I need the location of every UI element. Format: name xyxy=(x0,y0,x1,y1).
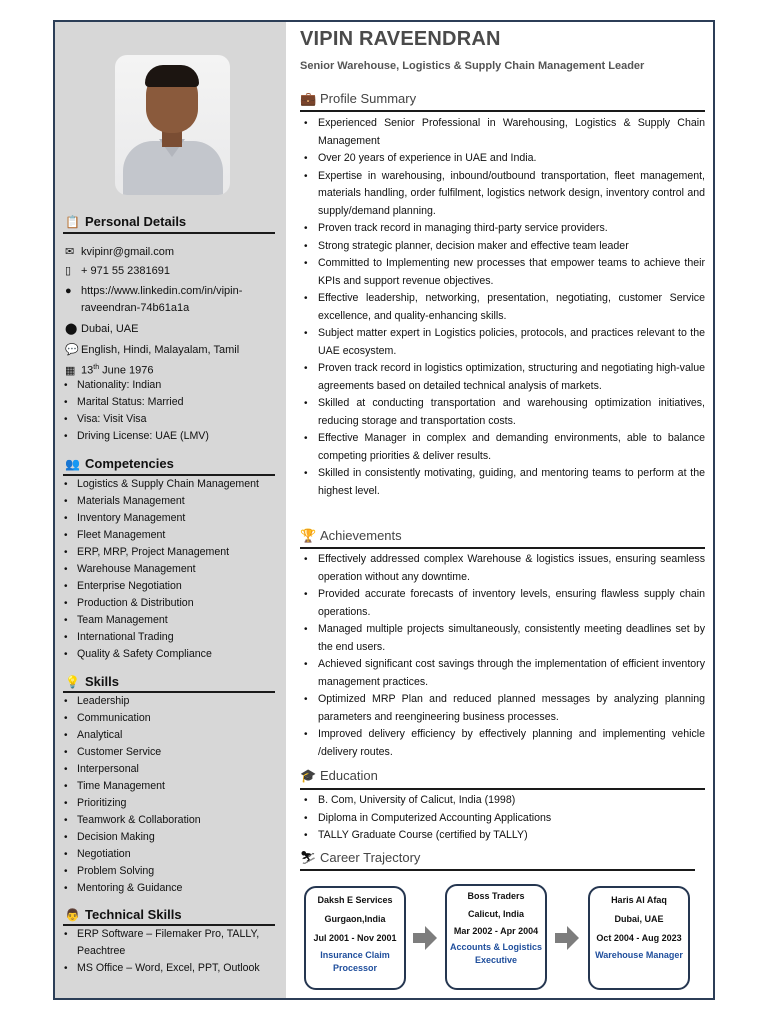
lightbulb-icon: 💡 xyxy=(65,675,80,689)
career-card-3 xyxy=(588,886,690,990)
personal-details-heading: 📋 Personal Details xyxy=(65,214,187,229)
list-item: • Time Management xyxy=(59,778,201,795)
list-item: • Warehouse Management xyxy=(59,561,259,578)
list-item: • Quality & Safety Compliance xyxy=(59,646,259,663)
list-item: • Committed to Implementing new processes that empower teams to achieve their KPIs and support revenue objectives. xyxy=(300,255,705,290)
map-pin-icon: ⬤ xyxy=(65,323,78,335)
list-item: • Skilled in consistently motivating, guiding, and mentoring teams to perform at the highest level. xyxy=(300,465,705,500)
list-item: • Provided accurate forecasts of inventory levels, ensuring flawless supply chain operations. xyxy=(300,586,705,621)
list-item: • Customer Service xyxy=(59,744,201,761)
list-item: • Problem Solving xyxy=(59,863,201,880)
competencies-heading: 👥 Competencies xyxy=(65,456,174,471)
list-item: • Mentoring & Guidance xyxy=(59,880,201,897)
phone-icon: ▯ xyxy=(65,265,72,277)
company-location: Calicut, India xyxy=(467,909,524,919)
trophy-icon: 🏆 xyxy=(300,528,317,543)
company-name: Haris Al Afaq xyxy=(611,895,667,905)
list-item: • Communication xyxy=(59,710,201,727)
list-item: • TALLY Graduate Course (certified by TALLY) xyxy=(300,827,705,845)
presenter-icon: 👨 xyxy=(65,908,80,922)
list-item: • ERP Software – Filemaker Pro, TALLY, Peachtree xyxy=(59,926,281,960)
list-item: • Skilled at conducting transportation and warehousing optimization initiatives, reducing storage and transportation costs. xyxy=(300,395,705,430)
profile-summary-list xyxy=(300,115,705,500)
graduation-icon: 🎓 xyxy=(300,768,317,783)
cake-icon: ▦ xyxy=(65,364,76,377)
job-role: Warehouse Manager xyxy=(595,950,683,960)
location-line: ⬤ Dubai, UAE xyxy=(65,321,138,338)
languages-line: 💬 English, Hindi, Malayalam, Tamil xyxy=(65,342,239,359)
profile-photo xyxy=(115,55,230,195)
list-item: • ERP, MRP, Project Management xyxy=(59,544,259,561)
list-item: • Production & Distribution xyxy=(59,595,259,612)
list-item: • Enterprise Negotiation xyxy=(59,578,259,595)
linkedin-icon: ● xyxy=(65,285,72,297)
divider xyxy=(63,232,275,234)
technical-skills-heading: 👨 Technical Skills xyxy=(65,907,182,922)
achievements-list xyxy=(300,551,705,761)
candidate-name: VIPIN RAVEENDRAN xyxy=(300,28,501,50)
list-item: • Achieved significant cost savings through the implementation of efficient inventory management practices. xyxy=(300,656,705,691)
list-item: • Nationality: Indian xyxy=(59,377,209,394)
speech-bubble-icon: 💬 xyxy=(65,344,79,356)
skills-list xyxy=(59,693,201,897)
education-list xyxy=(300,792,705,845)
list-item: • Strong strategic planner, decision maker and effective team leader xyxy=(300,238,705,256)
list-item: • Interpersonal xyxy=(59,761,201,778)
career-card-1 xyxy=(304,886,406,990)
list-item: • Inventory Management xyxy=(59,510,259,527)
profile-summary-heading: 💼 Profile Summary xyxy=(300,91,417,106)
list-item: • Effective Manager in complex and demanding environments, able to balance competing priorities & deliver results. xyxy=(300,430,705,465)
list-item: • Experienced Senior Professional in Warehousing, Logistics & Supply Chain Management xyxy=(300,115,705,150)
email-line: ✉ kvipinr@gmail.com xyxy=(65,244,174,261)
list-item: • Driving License: UAE (LMV) xyxy=(59,428,209,445)
skills-heading: 💡 Skills xyxy=(65,674,119,689)
phone-line: ▯ + 971 55 2381691 xyxy=(65,263,170,280)
list-item: • Diploma in Computerized Accounting Applications xyxy=(300,810,705,828)
job-role: Accounts & Logistics Executive xyxy=(449,942,542,965)
list-item: • Effectively addressed complex Warehouse & logistics issues, ensuring seamless operation without any downtime. xyxy=(300,551,705,586)
sidebar xyxy=(55,22,286,998)
linkedin-line: ● https://www.linkedin.com/in/vipin- raveendran-74b61a1a xyxy=(65,285,243,314)
list-item: • Managed multiple projects simultaneously, consistently meeting deadlines set by the end users. xyxy=(300,621,705,656)
company-location: Dubai, UAE xyxy=(614,914,664,924)
people-gear-icon: 👥 xyxy=(65,457,80,471)
envelope-icon: ✉ xyxy=(65,246,75,258)
company-name: Boss Traders xyxy=(467,891,525,901)
list-item: • International Trading xyxy=(59,629,259,646)
job-dates: Mar 2002 - Apr 2004 xyxy=(453,926,539,936)
technical-list xyxy=(59,926,281,977)
list-item: • Teamwork & Collaboration xyxy=(59,812,201,829)
job-dates: Oct 2004 - Aug 2023 xyxy=(596,933,682,943)
career-trajectory-heading: ⛷ Career Trajectory xyxy=(300,850,421,865)
company-location: Gurgaon,India xyxy=(324,914,386,924)
list-item: • Subject matter expert in Logistics policies, protocols, and practices relevant to the UAE ecosystem. xyxy=(300,325,705,360)
climber-icon: ⛷ xyxy=(300,850,317,865)
divider xyxy=(300,788,705,790)
resume-page xyxy=(53,20,715,1000)
list-item: • Materials Management xyxy=(59,493,259,510)
education-heading: 🎓 Education xyxy=(300,768,378,783)
career-card-2 xyxy=(445,884,547,990)
job-role: Insurance Claim Processor xyxy=(320,950,390,973)
list-item: • Marital Status: Married xyxy=(59,394,209,411)
list-item: • Logistics & Supply Chain Management xyxy=(59,476,259,493)
personal-list xyxy=(59,377,209,445)
list-item: • Fleet Management xyxy=(59,527,259,544)
divider xyxy=(300,547,705,549)
list-item: • Improved delivery efficiency by effectively planning and implementing vehicle /delivery routes. xyxy=(300,726,705,761)
competencies-list xyxy=(59,476,259,663)
list-item: • B. Com, University of Calicut, India (1998) xyxy=(300,792,705,810)
list-item: • Proven track record in logistics optimization, structuring and negotiating high-value agreements based on detailed technical analysis of markets. xyxy=(300,360,705,395)
company-name: Daksh E Services xyxy=(317,895,393,905)
list-item: • Optimized MRP Plan and reduced planned messages by analyzing planning parameters and reengineering business processes. xyxy=(300,691,705,726)
job-dates: Jul 2001 - Nov 2001 xyxy=(313,933,397,943)
list-item: • Effective leadership, networking, presentation, negotiating, customer Service excellence, and quality-enhancing skills. xyxy=(300,290,705,325)
list-item: • Proven track record in managing third-party service providers. xyxy=(300,220,705,238)
list-item: • Over 20 years of experience in UAE and India. xyxy=(300,150,705,168)
briefcase-icon: 💼 xyxy=(300,91,317,106)
list-item: • Leadership xyxy=(59,693,201,710)
dob-line: ▦ 13th June 1976 xyxy=(65,359,154,380)
list-item: • Team Management xyxy=(59,612,259,629)
list-item: • Decision Making xyxy=(59,829,201,846)
divider xyxy=(300,869,695,871)
candidate-title: Senior Warehouse, Logistics & Supply Chain Management Leader xyxy=(300,60,645,72)
list-item: • Prioritizing xyxy=(59,795,201,812)
list-item: • Negotiation xyxy=(59,846,201,863)
list-item: • Analytical xyxy=(59,727,201,744)
list-item: • MS Office – Word, Excel, PPT, Outlook xyxy=(59,960,281,977)
divider xyxy=(300,110,705,112)
list-item: • Expertise in warehousing, inbound/outbound transportation, fleet management, materials handling, order fulfilment, logistics network design, inventory control and supply/demand planning. xyxy=(300,168,705,221)
clipboard-icon: 📋 xyxy=(65,215,80,229)
list-item: • Visa: Visit Visa xyxy=(59,411,209,428)
achievements-heading: 🏆 Achievements xyxy=(300,528,402,543)
